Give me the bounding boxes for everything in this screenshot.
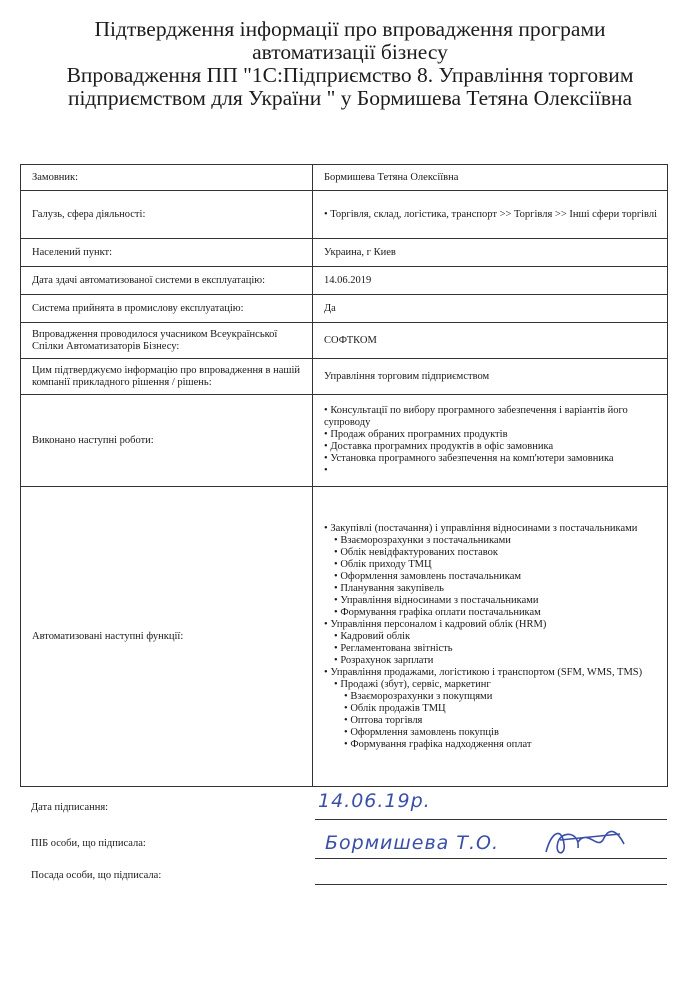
list-item: • Взаєморозрахунки з постачальниками xyxy=(334,535,659,547)
signing-date-label: Дата підписання: xyxy=(31,802,109,813)
table-row xyxy=(21,267,668,295)
table-row xyxy=(21,487,668,787)
signer-name-line xyxy=(315,858,667,859)
function-group-label: Управління продажами, логістикою і транспортом (SFM, WMS, TMS) xyxy=(330,666,643,678)
list-item: • Продаж обраних програмних продуктів xyxy=(324,429,659,441)
sublist xyxy=(324,679,659,751)
table-row xyxy=(21,359,668,395)
list-item: • Розрахунок зарплати xyxy=(334,655,659,667)
title-line: Підтвердження інформації про впровадження програми xyxy=(94,17,606,41)
row-label: Система прийнята в промислову експлуатацію: xyxy=(21,295,313,323)
row-label: Виконано наступні роботи: xyxy=(21,395,313,487)
list-item: • Консультації по вибору програмного забезпечення і варіантів його супроводу xyxy=(324,405,659,429)
row-value: Да xyxy=(313,295,668,323)
list-item xyxy=(324,619,659,667)
row-value xyxy=(313,487,668,787)
document-title xyxy=(14,18,686,110)
table-row xyxy=(21,239,668,267)
row-value: 14.06.2019 xyxy=(313,267,668,295)
list-item: • Облік приходу ТМЦ xyxy=(334,559,659,571)
row-label: Автоматизовані наступні функції: xyxy=(21,487,313,787)
title-line: автоматизації бізнесу xyxy=(252,40,448,64)
row-value: СОФТКОМ xyxy=(313,323,668,359)
sublist xyxy=(324,631,659,667)
row-label: Населений пункт: xyxy=(21,239,313,267)
handwritten-date: 14.06.19р. xyxy=(318,790,431,812)
signer-name-label: ПІБ особи, що підписала: xyxy=(31,838,146,849)
row-value xyxy=(313,395,668,487)
functions-list xyxy=(324,523,659,751)
function-group-label: Управління персоналом і кадровий облік (HRM) xyxy=(330,618,547,630)
list-item: • Взаєморозрахунки з покупцями xyxy=(344,691,659,703)
list-item: • Регламентована звітність xyxy=(334,643,659,655)
row-value: Украина, г Киев xyxy=(313,239,668,267)
list-item xyxy=(334,679,659,751)
row-label: Дата здачі автоматизованої системи в експлуатацію: xyxy=(21,267,313,295)
row-value: Управління торговим підприємством xyxy=(313,359,668,395)
table-row xyxy=(21,165,668,191)
signer-position-label: Посада особи, що підписала: xyxy=(31,870,162,881)
list-item: • Кадровий облік xyxy=(334,631,659,643)
table-row xyxy=(21,395,668,487)
list-item: • Облік невідфактурованих поставок xyxy=(334,547,659,559)
row-label: Впровадження проводилося учасником Всеукраїнської Спілки Автоматизаторів Бізнесу: xyxy=(21,323,313,359)
row-label: Замовник: xyxy=(21,165,313,191)
list-item: • Оптова торгівля xyxy=(344,715,659,727)
table-row xyxy=(21,295,668,323)
handwritten-name: Бормишева Т.О. xyxy=(325,832,499,854)
list-item: • Облік продажів ТМЦ xyxy=(344,703,659,715)
title-line: Впровадження ПП "1С:Підприємство 8. Управління торговим xyxy=(66,63,634,87)
list-item: • Установка програмного забезпечення на комп'ютери замовника xyxy=(324,453,659,465)
row-value: • Торгівля, склад, логістика, транспорт >> Торгівля >> Інші сфери торгівлі xyxy=(313,191,668,239)
title-line: підприємством для України " у Бормишева Тетяна Олексіївна xyxy=(67,86,633,110)
sublist xyxy=(324,535,659,619)
sublist xyxy=(334,691,659,751)
works-list xyxy=(324,405,659,477)
function-group-label: Закупівлі (постачання) і управління відносинами з постачальниками xyxy=(330,522,638,534)
row-label: Галузь, сфера діяльності: xyxy=(21,191,313,239)
list-item xyxy=(324,465,659,477)
list-item xyxy=(324,523,659,619)
list-item: • Формування графіка оплати постачальникам xyxy=(334,607,659,619)
list-item: • Оформлення замовлень покупців xyxy=(344,727,659,739)
row-value: Бормишева Тетяна Олексіївна xyxy=(313,165,668,191)
list-item: • Оформлення замовлень постачальникам xyxy=(334,571,659,583)
list-item: • Планування закупівель xyxy=(334,583,659,595)
table-row xyxy=(21,191,668,239)
list-item: • Управління відносинами з постачальниками xyxy=(334,595,659,607)
function-subgroup-label: Продажі (збут), сервіс, маркетинг xyxy=(340,678,491,690)
row-label: Цим підтверджуємо інформацію про впровадження в нашій компанії прикладного рішення / рішень: xyxy=(21,359,313,395)
list-item xyxy=(324,667,659,751)
signer-position-line xyxy=(315,884,667,885)
list-item: • Формування графіка надходження оплат xyxy=(344,739,659,751)
signature-mark xyxy=(540,822,630,862)
table-row xyxy=(21,323,668,359)
signing-date-line xyxy=(315,819,667,820)
list-item: • Доставка програмних продуктів в офіс замовника xyxy=(324,441,659,453)
info-table xyxy=(20,164,668,787)
